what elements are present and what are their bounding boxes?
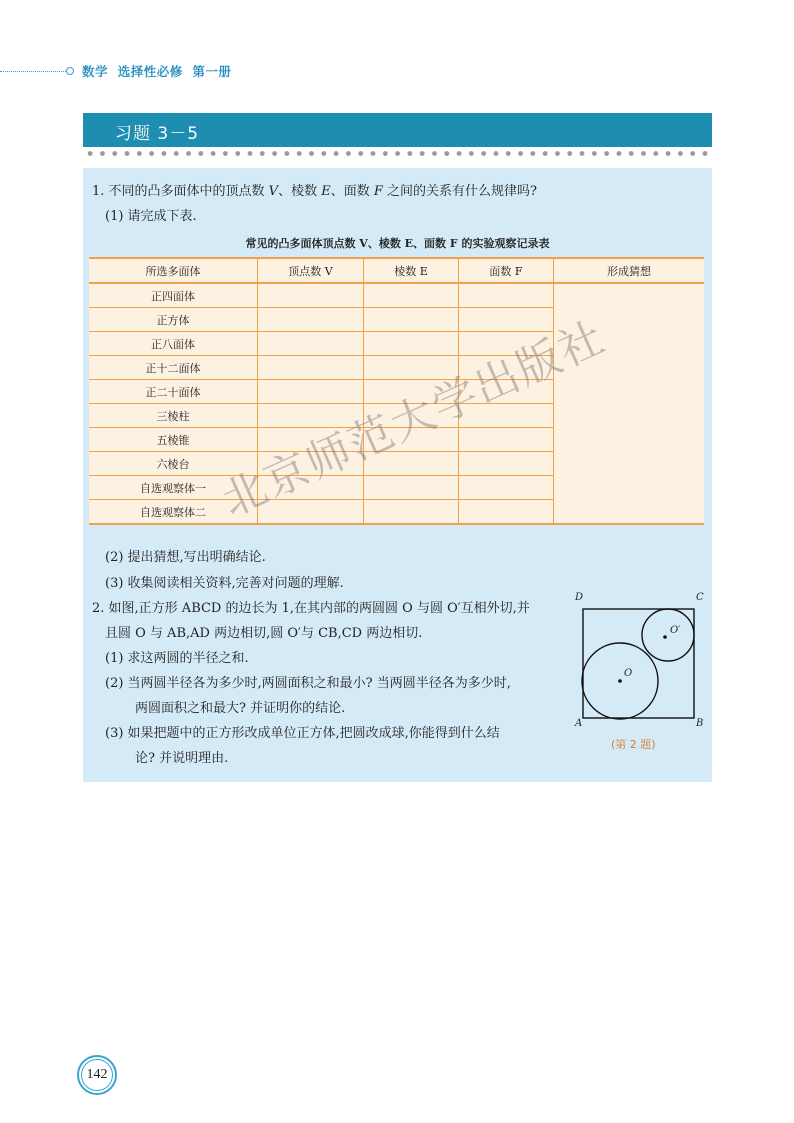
edges-cell[interactable] <box>364 308 459 332</box>
vertices-cell[interactable] <box>258 428 364 452</box>
polyhedron-name: 正二十面体 <box>89 380 258 404</box>
polyhedron-name: 三棱柱 <box>89 404 258 428</box>
polyhedron-name: 正十二面体 <box>89 356 258 380</box>
section-title: 习题 3－5 <box>115 124 200 144</box>
col-header-vertices: 顶点数 V <box>258 258 364 283</box>
col-header-polyhedron: 所选多面体 <box>89 258 258 283</box>
problem2-part2-line1: (2) 当两圆半径各为多少时,两圆面积之和最小? 当两圆半径各为多少时, <box>105 676 511 691</box>
dotted-rule <box>0 71 66 72</box>
faces-cell[interactable] <box>459 452 554 476</box>
problem2-line2: 且圆 O 与 AB,AD 两边相切,圆 O′与 CB,CD 两边相切. <box>105 626 423 641</box>
figure-caption: (第 2 题) <box>611 738 656 751</box>
label-C: C <box>696 592 704 603</box>
problem2-figure <box>573 592 708 756</box>
vertices-cell[interactable] <box>258 404 364 428</box>
col-header-faces: 面数 F <box>459 258 554 283</box>
edges-cell[interactable] <box>364 452 459 476</box>
edges-cell[interactable] <box>364 404 459 428</box>
polyhedron-name: 正八面体 <box>89 332 258 356</box>
faces-cell[interactable] <box>459 428 554 452</box>
ring-icon <box>66 67 74 75</box>
label-O-prime: O′ <box>670 625 681 636</box>
observation-table <box>89 257 704 525</box>
table-caption: 常见的凸多面体顶点数 V、棱数 E、面数 F 的实验观察记录表 <box>245 237 550 250</box>
vertices-cell[interactable] <box>258 500 364 525</box>
label-D: D <box>575 592 584 603</box>
problem1-part1: (1) 请完成下表. <box>105 209 197 224</box>
page-number: 142 <box>86 1067 108 1082</box>
table-header-row <box>89 258 704 283</box>
edges-cell[interactable] <box>364 356 459 380</box>
vertices-cell[interactable] <box>258 356 364 380</box>
vertices-cell[interactable] <box>258 452 364 476</box>
faces-cell[interactable] <box>459 356 554 380</box>
page-number-badge <box>77 1055 117 1095</box>
math-E: E <box>321 184 331 199</box>
text: 、棱数 <box>278 184 322 199</box>
conjecture-cell[interactable] <box>554 283 705 524</box>
label-B: B <box>696 718 704 729</box>
problem2-line1: 2. 如图,正方形 ABCD 的边长为 1,在其内部的两圆圆 O 与圆 O′互相外切,并 <box>92 601 530 616</box>
table-row <box>89 283 704 308</box>
book-title: 数学 选择性必修 第一册 <box>82 64 232 79</box>
problem2-part2-line2: 两圆面积之和最大? 并证明你的结论. <box>135 701 346 716</box>
polyhedron-name: 自选观察体一 <box>89 476 258 500</box>
square-circles-diagram <box>573 596 708 736</box>
edges-cell[interactable] <box>364 283 459 308</box>
faces-cell[interactable] <box>459 404 554 428</box>
label-A: A <box>575 718 583 729</box>
problem2-part3-line1: (3) 如果把题中的正方形改成单位正方体,把圆改成球,你能得到什么结 <box>105 726 500 741</box>
problem1-part3: (3) 收集阅读相关资料,完善对问题的理解. <box>105 576 344 591</box>
text: 、面数 <box>330 184 374 199</box>
section-title-bar <box>83 113 712 147</box>
edges-cell[interactable] <box>364 500 459 525</box>
col-header-conjecture: 形成猜想 <box>554 258 705 283</box>
faces-cell[interactable] <box>459 476 554 500</box>
running-head <box>0 62 400 82</box>
col-header-edges: 棱数 E <box>364 258 459 283</box>
faces-cell[interactable] <box>459 332 554 356</box>
text: 1. 不同的凸多面体中的顶点数 <box>92 184 269 199</box>
vertices-cell[interactable] <box>258 380 364 404</box>
exercise-box <box>83 168 712 782</box>
faces-cell[interactable] <box>459 500 554 525</box>
vertices-cell[interactable] <box>258 332 364 356</box>
faces-cell[interactable] <box>459 308 554 332</box>
dotted-divider <box>84 150 712 157</box>
polyhedron-name: 六棱台 <box>89 452 258 476</box>
problem2-part1: (1) 求这两圆的半径之和. <box>105 651 249 666</box>
text: 之间的关系有什么规律吗? <box>382 184 537 199</box>
math-F: F <box>373 184 383 199</box>
publisher-watermark: 北京师范大学出版社 <box>214 311 614 527</box>
faces-cell[interactable] <box>459 380 554 404</box>
polyhedron-name: 五棱锥 <box>89 428 258 452</box>
polyhedron-name: 正方体 <box>89 308 258 332</box>
edges-cell[interactable] <box>364 332 459 356</box>
vertices-cell[interactable] <box>258 308 364 332</box>
vertices-cell[interactable] <box>258 283 364 308</box>
faces-cell[interactable] <box>459 283 554 308</box>
edges-cell[interactable] <box>364 428 459 452</box>
vertices-cell[interactable] <box>258 476 364 500</box>
problem1-stem <box>92 180 537 199</box>
edges-cell[interactable] <box>364 476 459 500</box>
problem1-part2: (2) 提出猜想,写出明确结论. <box>105 550 266 565</box>
polyhedron-name: 自选观察体二 <box>89 500 258 525</box>
math-V: V <box>268 184 279 199</box>
label-O: O <box>624 668 633 679</box>
edges-cell[interactable] <box>364 380 459 404</box>
problem2-part3-line2: 论? 并说明理由. <box>135 751 229 766</box>
polyhedron-name: 正四面体 <box>89 283 258 308</box>
